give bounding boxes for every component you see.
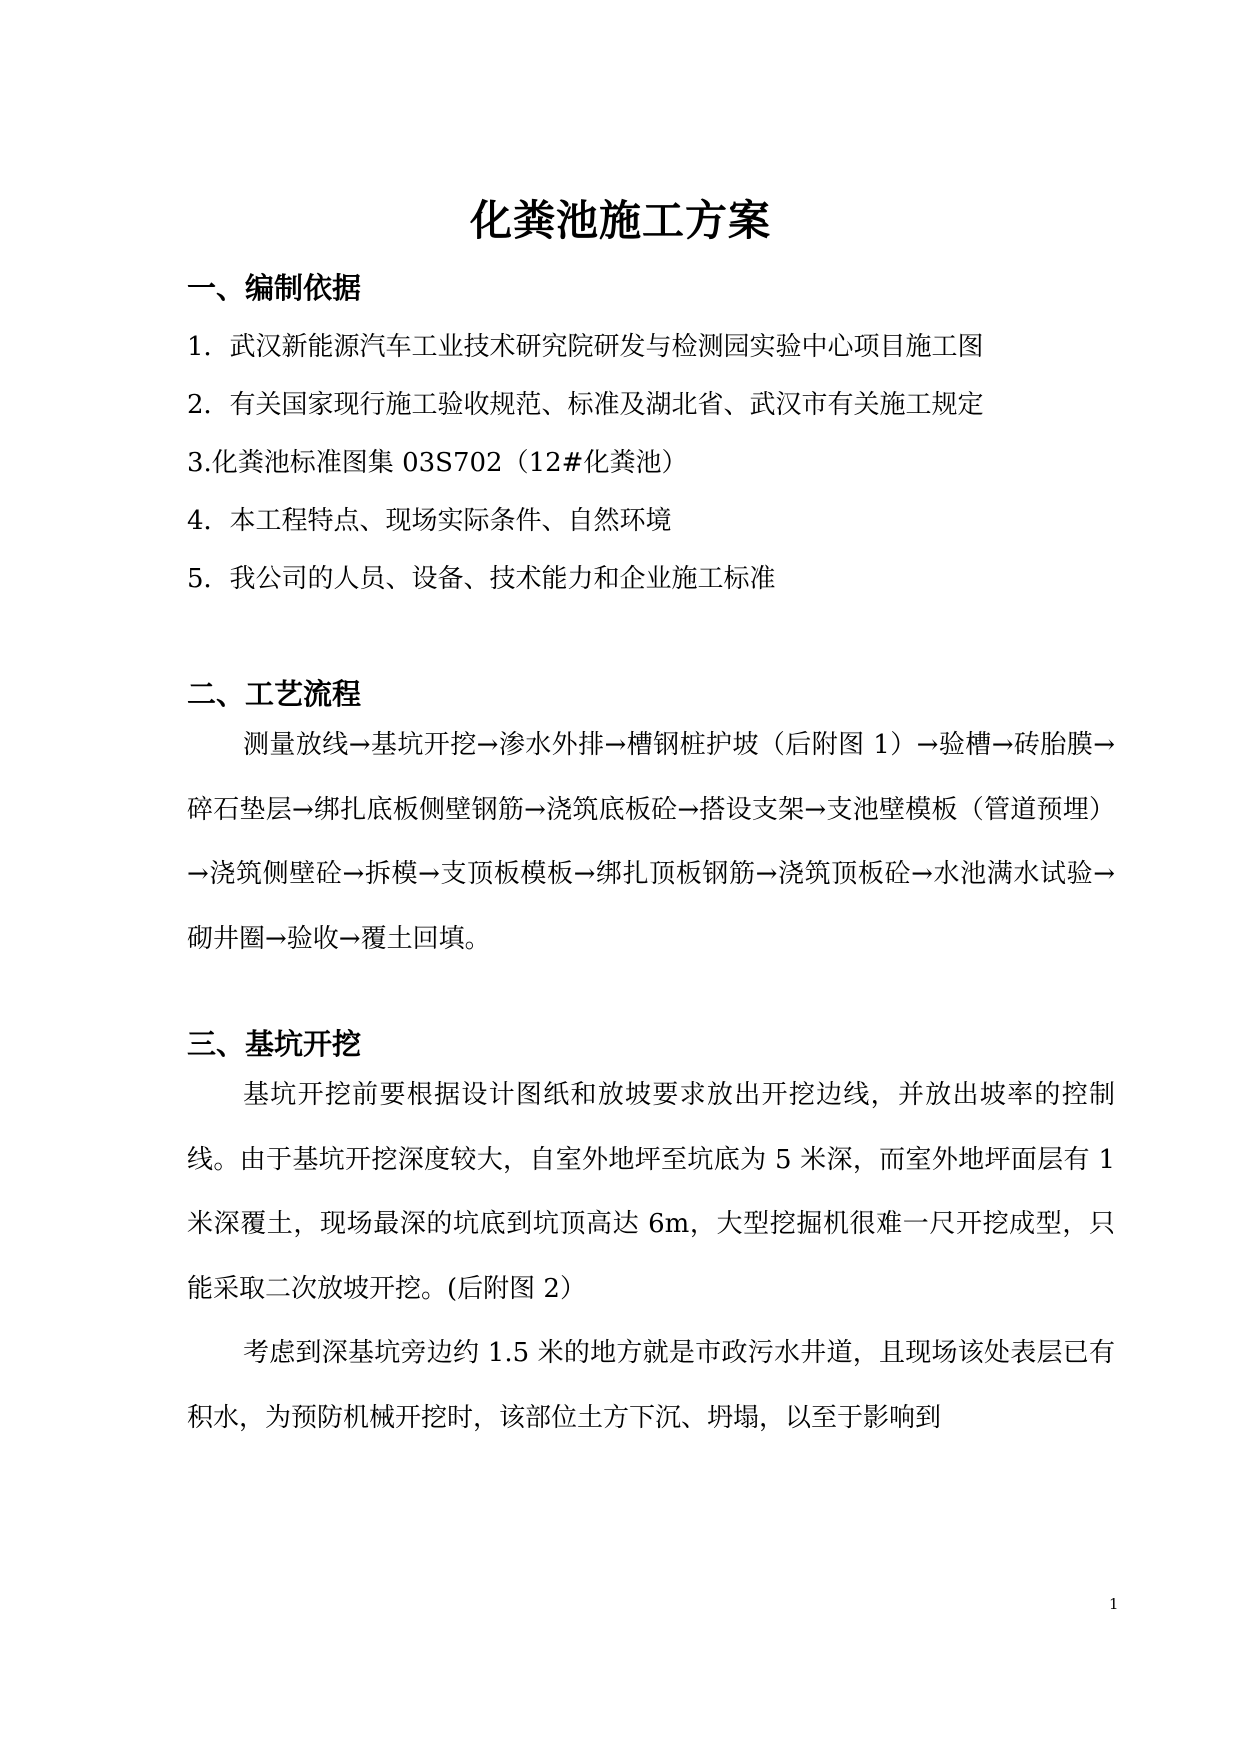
document-title: 化粪池施工方案 [469, 196, 771, 245]
basis-item-4: 4．本工程特点、现场实际条件、自然环境 [187, 506, 672, 536]
section-heading-basis: 一、编制依据 [187, 271, 362, 305]
excavation-paragraph-1: 基坑开挖前要根据设计图纸和放坡要求放出开挖边线，并放出坡率的控制线。由于基坑开挖深度较大，自室外地坪至坑底为 5 米深，而室外地坪面层有 1 米深覆土，现场最深的坑底到坑顶高达 6m，大型挖掘机很难一尺开挖成型，只能采取二次放坡开挖。(后附图 2） [187, 1080, 1115, 1304]
basis-item-1: 1．武汉新能源汽车工业技术研究院研发与检测园实验中心项目施工图 [187, 332, 984, 362]
process-paragraph: 测量放线→基坑开挖→渗水外排→槽钢桩护坡（后附图 1）→验槽→砖胎膜→碎石垫层→绑扎底板侧壁钢筋→浇筑底板砼→搭设支架→支池壁模板（管道预埋）→浇筑侧壁砼→拆模→支顶板模板→绑扎顶板钢筋→浇筑顶板砼→水池满水试验→砌井圈→验收→覆土回填。 [187, 730, 1115, 954]
page-number: 1 [1109, 1595, 1119, 1613]
excavation-paragraph-2: 考虑到深基坑旁边约 1.5 米的地方就是市政污水井道，且现场该处表层已有积水，为预防机械开挖时，该部位土方下沉、坍塌，以至于影响到 [187, 1338, 1115, 1433]
section-heading-process: 二、工艺流程 [187, 677, 362, 711]
basis-item-3: 3.化粪池标准图集 03S702（12#化粪池） [187, 448, 688, 478]
basis-item-5: 5．我公司的人员、设备、技术能力和企业施工标准 [187, 564, 776, 594]
section-heading-excavation: 三、基坑开挖 [187, 1027, 362, 1061]
basis-item-2: 2．有关国家现行施工验收规范、标准及湖北省、武汉市有关施工规定 [187, 390, 984, 420]
